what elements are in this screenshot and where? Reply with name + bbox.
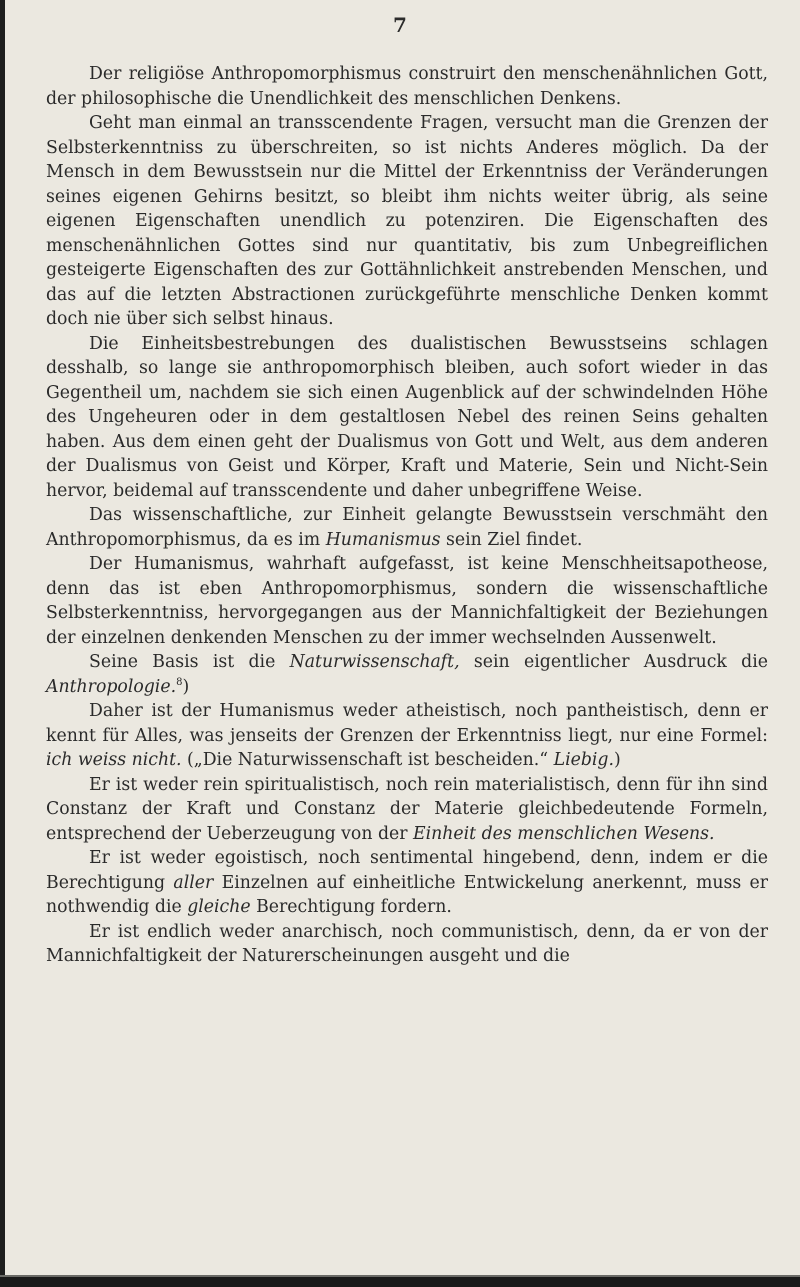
paragraph-6 <box>46 650 768 699</box>
paragraph-7-text-c: ) <box>613 750 621 770</box>
paragraph-8 <box>46 773 768 847</box>
page-binding-edge <box>0 0 5 1287</box>
paragraph-10: Er ist endlich weder anarchisch, noch communistisch, denn, da er von der Mannichfaltigkeit der Naturerscheinungen ausgeht und die <box>46 921 768 966</box>
paragraph-6-text-a: Seine Basis ist die <box>89 652 290 672</box>
paragraph-2: Geht man einmal an transscendente Fragen, versucht man die Grenzen der Selbsterkenntniss zu überschreiten, so ist nichts Anderes möglich. Da der Mensch in dem Bewusstsein nur die Mittel der Erkenntniss der Veränderungen seines eigenen Gehirns besitzt, so bleibt ihm nichts weiter übrig, als seine eigenen Eigenschaften unendlich zu potenziren. Die Eigenschaften des menschenähnlichen Gottes sind nur quantitativ, bis zum Unbegreiflichen gesteigerte Eigenschaften des zur Gottähnlichkeit anstrebenden Menschen, und das auf die letzten Abstractionen zurückgeführte menschliche Denken kommt doch nie über sich selbst hinaus. <box>46 113 768 329</box>
paragraph-6-emphasis-2: Anthropologie. <box>46 676 177 697</box>
paragraph-7-emphasis-2: Liebig. <box>553 750 614 770</box>
paragraph-6-text-b: sein eigentlicher Ausdruck die <box>459 652 768 672</box>
paragraph-9-text-c: Berechtigung fordern. <box>250 897 452 917</box>
paragraph-3: Die Einheitsbestrebungen des dualistischen Bewusstseins schlagen desshalb, so lange sie anthropomorphisch bleiben, auch sofort wieder in das Gegentheil um, nachdem sie sich einen Augenblick auf der schwindelnden Höhe des Ungeheuren oder in dem gestaltlosen Nebel des reinen Seins gehalten haben. Aus dem einen geht der Dualismus von Gott und Welt, aus dem anderen der Dualismus von Geist und Körper, Kraft und Materie, Sein und Nicht-Sein hervor, beidemal auf transscendente und daher unbegriffene Weise. <box>46 333 768 501</box>
paragraph-7 <box>46 699 768 773</box>
paragraph-9-emphasis-1: aller <box>173 872 214 893</box>
paragraph-9-text-a: Er ist weder egoistisch, noch sentimental hingebend, denn, indem er die Berechtigung <box>46 848 768 893</box>
footnote-marker: 8 <box>176 676 183 688</box>
paragraph-1: Der religiöse Anthropomorphismus construirt den menschenähnlichen Gott, der philosophische die Unendlichkeit des menschlichen Denkens. <box>46 64 768 109</box>
paragraph-6-text-c: ) <box>182 676 190 697</box>
paragraph-4 <box>46 503 768 552</box>
paragraph-9-emphasis-2: gleiche <box>187 897 251 917</box>
paragraph-9-text-b: Einzelnen auf einheitliche Entwickelung anerkennt, muss er nothwendig die <box>46 872 769 917</box>
paragraph-9 <box>46 846 768 920</box>
paragraph-5: Der Humanismus, wahrhaft aufgefasst, ist keine Menschheitsapotheose, denn das ist eben Anthropomorphismus, sondern die wissenschaftliche Selbsterkenntniss, hervorgegangen aus der Mannichfaltigkeit der Beziehungen der einzelnen denkenden Menschen zu der immer wechselnden Aussenwelt. <box>46 554 768 648</box>
paragraph-4-text-a: Das wissenschaftliche, zur Einheit gelangte Bewusstsein verschmäht den Anthropomorphismus, da es im <box>46 505 768 550</box>
paragraph-7-text-a: Daher ist der Humanismus weder atheistisch, noch pantheistisch, denn er kennt für Alles, was jenseits der Grenzen der Erkenntniss liegt, nur eine Formel: <box>46 701 768 746</box>
paragraph-7-text-b: („Die Naturwissenschaft ist bescheiden.“ <box>181 750 554 770</box>
page-number: 7 <box>393 13 407 37</box>
paragraph-4-emphasis: Humanismus <box>325 529 441 550</box>
paragraph-7-emphasis-1: ich weiss nicht. <box>46 750 182 770</box>
body-text <box>46 62 768 969</box>
paragraph-4-text-b: sein Ziel findet. <box>440 529 583 550</box>
paragraph-8-emphasis: Einheit des menschlichen Wesens. <box>413 823 715 844</box>
paragraph-8-text-a: Er ist weder rein spiritualistisch, noch rein materialistisch, denn für ihn sind Constanz der Kraft und Constanz der Materie gleichbedeutende Formeln, entsprechend der Ueberzeugung von der <box>46 774 768 844</box>
page-bottom-edge <box>0 1277 800 1287</box>
paragraph-6-emphasis-1: Naturwissenschaft, <box>289 652 460 672</box>
